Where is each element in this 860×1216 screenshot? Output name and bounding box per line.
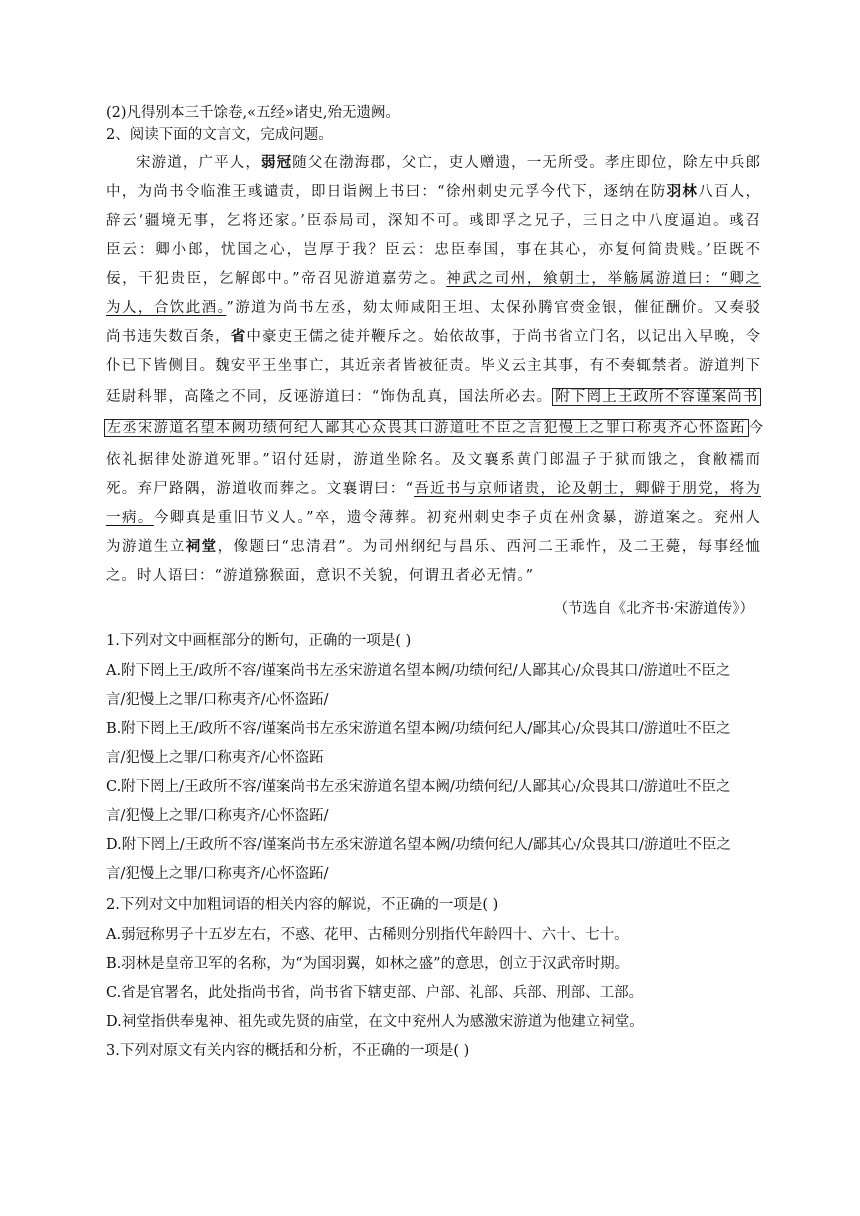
- passage-line-4: 臣云：卿小郎，忧国之心，岂厚于我？臣云：忠臣奉国，事在其心，亦复何简贵贱。’臣既不: [106, 242, 761, 258]
- underlined-sentence-2a: 吾近书与京师诸贵，论及朝士，卿僻于朋党，将为: [414, 481, 761, 497]
- q1-option-b-line-1: B.附下罔上王/政所不容/谨案尚书左丞宋游道名望本阙/功绩何纪人/鄙其心/众畏其口/游道吐不臣之: [106, 721, 731, 737]
- source-citation: （节选自《北齐书·宋游道传》）: [553, 601, 754, 617]
- passage-line-5: 佞，干犯贵臣，乞解郎中。”帝召见游道嘉劳之。神武之司州，飨朝士，举觞属游道曰：“卿之: [106, 271, 761, 287]
- boxed-passage-a: 附下罔上王政所不容谨案尚书: [552, 388, 761, 406]
- boxed-passage-b: 左丞宋游道名望本阙功绩何纪人鄙其心众畏其口游道吐不臣之言犯慢上之罪口称夷齐心怀盗跖: [104, 419, 749, 437]
- passage-line-7: 尚书违失数百条，省中豪吏王儒之徒并鞭斥之。始依故事，于尚书省立门名，以记出入早晚，令: [106, 328, 762, 345]
- passage-line-12: 死。弃尸路隅，游道收而葬之。文襄谓曰：“吾近书与京师诸贵，论及朝士，卿僻于朋党，将为: [106, 481, 761, 497]
- item2-sentence: (2)凡得别本三千馀卷,«五经»诸史,殆无遗阙。: [106, 105, 400, 121]
- passage-line-2: 中，为尚书令临淮王彧谴责，即日诣阙上书曰：“徐州刺史元孚今代下，逐纳在防羽林八百人，: [106, 183, 761, 200]
- q2-option-d: D.祠堂指供奉鬼神、祖先或先贤的庙堂，在文中兖州人为感激宋游道为他建立祠堂。: [106, 1014, 644, 1030]
- q2-option-a: A.弱冠称男子十五岁左右，不惑、花甲、古稀则分别指代年龄四十、六十、七十。: [106, 927, 629, 943]
- passage-line-10: 左丞宋游道名望本阙功绩何纪人鄙其心众畏其口游道吐不臣之言犯慢上之罪口称夷齐心怀盗跖 今: [104, 418, 763, 438]
- passage-line-13: 一病。今卿真是重旧节义人。”卒，遗令薄葬。初兖州刺史李子贞在州贪暴，游道案之。兖州人: [106, 510, 761, 526]
- underlined-sentence-1a: 神武之司州，飨朝士，举觞属游道曰：“卿之: [446, 271, 761, 287]
- bold-term-sheng: 省: [230, 328, 247, 345]
- passage-line-14: 为游道生立祠堂，像题曰“忠清君”。为司州纲纪与昌乐、西河二王乖忤，及二王薨，每事经恤: [106, 538, 762, 555]
- question-1-stem: 1.下列对文中画框部分的断句，正确的一项是( ): [106, 633, 412, 649]
- bold-term-ruoguan: 弱冠: [261, 154, 293, 171]
- question-2-stem: 2.下列对文中加粗词语的相关内容的解说，不正确的一项是( ): [106, 897, 499, 913]
- underlined-sentence-2b: 一病。: [106, 510, 154, 526]
- q2-option-c: C.省是官署名，此处指尚书省，尚书省下辖吏部、户部、礼部、兵部、刑部、工部。: [106, 985, 644, 1001]
- q1-option-a-line-2: 言/犯慢上之罪/口称夷齐/心怀盗跖/: [106, 692, 329, 708]
- q1-option-d-line-1: D.附下罔上/王政所不容/谨案尚书左丞宋游道名望本阙/功绩何纪人/鄙其心/众畏其口/游道吐不臣之: [106, 837, 732, 853]
- task-heading: 2、阅读下面的文言文，完成问题。: [106, 127, 333, 143]
- passage-line-6: 为人，合饮此酒。”游道为尚书左丞，劾太师咸阳王坦、太保孙腾官赍金银，催征酬价。又奏驳: [106, 300, 761, 316]
- passage-line-1: 宋游道，广平人，弱冠随父在渤海郡，父亡，吏人赠遗，一无所受。孝庄即位，除左中兵郎: [136, 154, 762, 171]
- q1-option-d-line-2: 言/犯慢上之罪/口称夷齐/心怀盗跖/: [106, 866, 329, 882]
- bold-term-yulin: 羽林: [666, 183, 699, 200]
- passage-line-15: 之。时人语曰：“游道猕猴面，意识不关貌，何谓丑者必无情。”: [106, 568, 535, 584]
- q1-option-c-line-1: C.附下罔上/王政所不容/谨案尚书左丞宋游道名望本阙/功绩何纪/人鄙其心/众畏其口/游道吐不臣之: [106, 779, 731, 795]
- passage-line-9: 廷尉科罪，高隆之不同，反诬游道曰：“饰伪乱真，国法所必去。 附下罔上王政所不容谨案尚书: [106, 387, 761, 407]
- question-3-stem: 3.下列对原文有关内容的概括和分析，不正确的一项是( ): [106, 1043, 470, 1059]
- passage-line-8: 仆已下皆侧目。魏安平王坐事亡，其近亲者皆被征责。毕义云主其事，有不奏辄禁者。游道判下: [106, 358, 761, 374]
- q1-option-c-line-2: 言/犯慢上之罪/口称夷齐/心怀盗跖/: [106, 808, 329, 824]
- passage-line-3: 辞云‘疆境无事，乞将还家。’臣忝局司，深知不可。彧即孚之兄子，三日之中八度逼迫。彧召: [106, 213, 761, 229]
- q2-option-b: B.羽林是皇帝卫军的名称，为“为国羽翼，如林之盛”的意思，创立于汉武帝时期。: [106, 956, 630, 972]
- q1-option-b-line-2: 言/犯慢上之罪/口称夷齐/心怀盗跖: [106, 750, 324, 766]
- bold-term-citang: 祠堂: [185, 538, 218, 555]
- underlined-sentence-1b: 为人，合饮此酒。: [106, 300, 227, 316]
- passage-line-11: 依礼据律处游道死罪。”诏付廷尉，游道坐除名。及文襄系黄门郎温子于狱而饿之，食敝襦而: [106, 452, 761, 468]
- q1-option-a-line-1: A.附下罔上王/政所不容/谨案尚书左丞宋游道名望本阙/功绩何纪/人鄙其心/众畏其口/游道吐不臣之: [106, 663, 731, 679]
